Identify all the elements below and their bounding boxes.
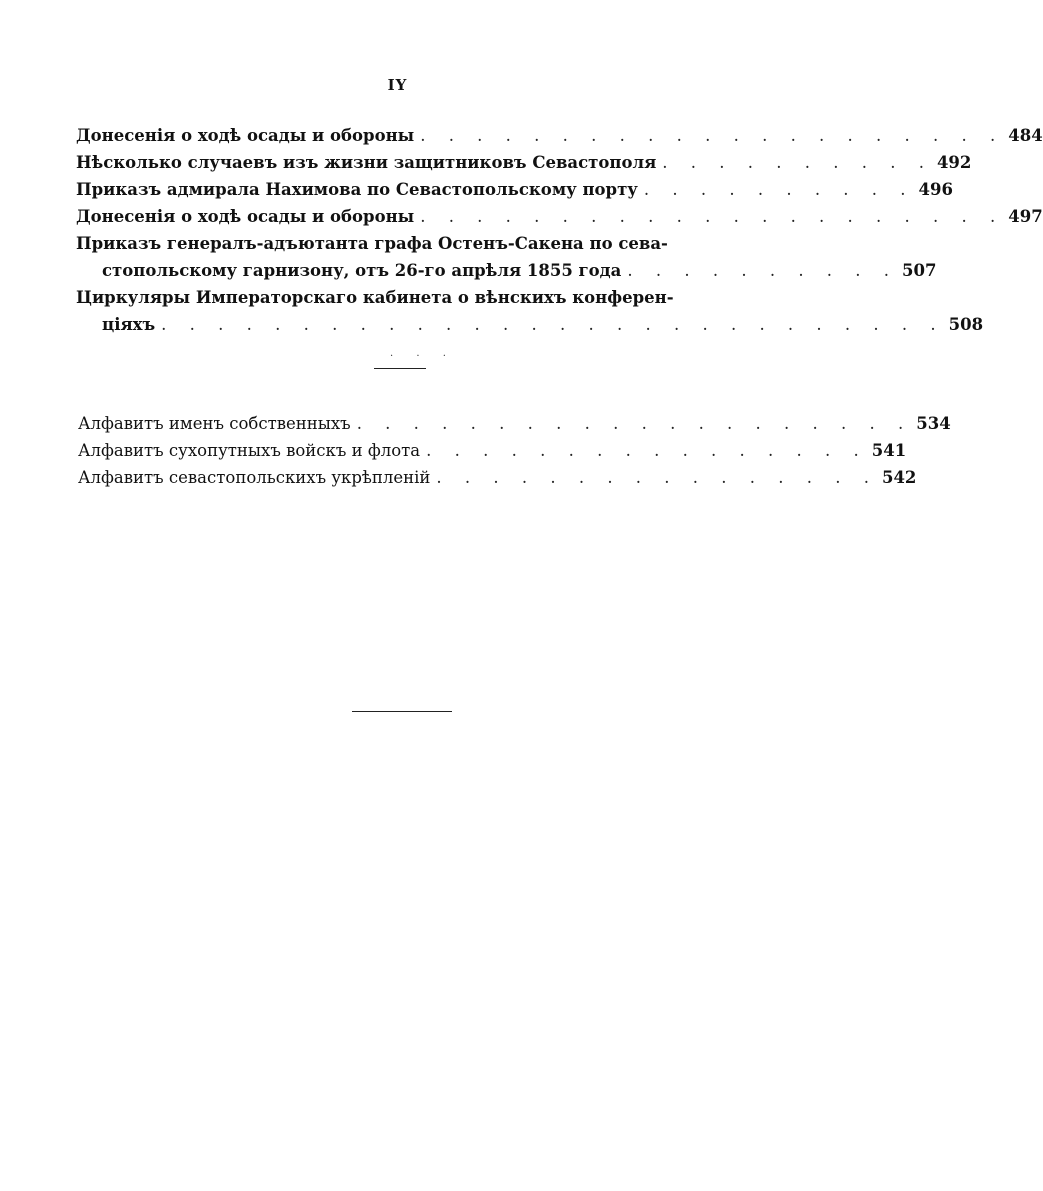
toc-entry-page: 496 [918,180,953,199]
dot-leader: . . . . . . . . . . . . . . . . . . . . . [420,207,1005,226]
index-entry-title: Алфавитъ именъ собственныхъ [78,414,351,433]
separator-dots: . . . [390,348,456,359]
toc-entry-page: 492 [936,153,972,172]
toc-entry-title-continued: стопольскому гарнизону, отъ 26-го апрѣля 1855 года [102,261,622,280]
index-entry[interactable] [78,410,951,437]
dot-leader: . . . . . . . . . . [662,153,933,172]
toc-entry-title: Приказъ адмирала Нахимова по Севастопольскому порту [76,180,638,199]
index-entry-page: 541 [871,441,907,460]
index-entry[interactable] [78,464,917,491]
index-entry-title: Алфавитъ севастопольскихъ укрѣпленій [78,468,431,487]
index-entry-title: Алфавитъ сухопутныхъ войскъ и флота [78,441,421,460]
index-list [78,410,951,491]
index-entry-page: 534 [916,414,951,433]
toc-entry[interactable] [76,176,953,203]
toc-entry-page: 484 [1008,126,1043,145]
table-of-contents [76,122,1043,338]
toc-entry-page: 497 [1008,207,1043,226]
page-number: IY [387,76,408,94]
index-entry-page: 542 [881,468,917,487]
toc-entry-title: Донесенія о ходѣ осады и обороны [76,207,415,226]
dot-leader: . . . . . . . . . . . . . . . . [426,441,868,460]
dot-leader: . . . . . . . . . . . . . . . . . . . . . . . . . . . . [161,315,945,334]
dot-leader: . . . . . . . . . . [643,180,915,199]
index-entry[interactable] [78,437,907,464]
toc-entry[interactable] [76,203,1043,230]
toc-entry-title-continued: ціяхъ [102,315,156,334]
toc-entry-title: Приказъ генералъ-адъютанта графа Остенъ-Сакена по сева- [76,234,668,253]
end-rule [352,711,452,712]
dot-leader: . . . . . . . . . . [627,261,899,280]
toc-entry[interactable] [76,230,937,284]
toc-entry-title: Нѣсколько случаевъ изъ жизни защитниковъ Севастополя [76,153,657,172]
toc-entry-title: Донесенія о ходѣ осады и обороны [76,126,415,145]
toc-entry-title: Циркуляры Императорскаго кабинета о вѣнскихъ конферен- [76,288,674,307]
toc-entry-page: 507 [902,261,937,280]
toc-entry[interactable] [76,122,1043,149]
toc-entry-page: 508 [948,315,984,334]
separator-rule [374,368,426,369]
toc-entry[interactable] [76,149,972,176]
dot-leader: . . . . . . . . . . . . . . . . . . . . . [420,126,1005,145]
dot-leader: . . . . . . . . . . . . . . . . [436,468,878,487]
dot-leader: . . . . . . . . . . . . . . . . . . . . [356,414,913,433]
toc-entry[interactable] [76,284,984,338]
